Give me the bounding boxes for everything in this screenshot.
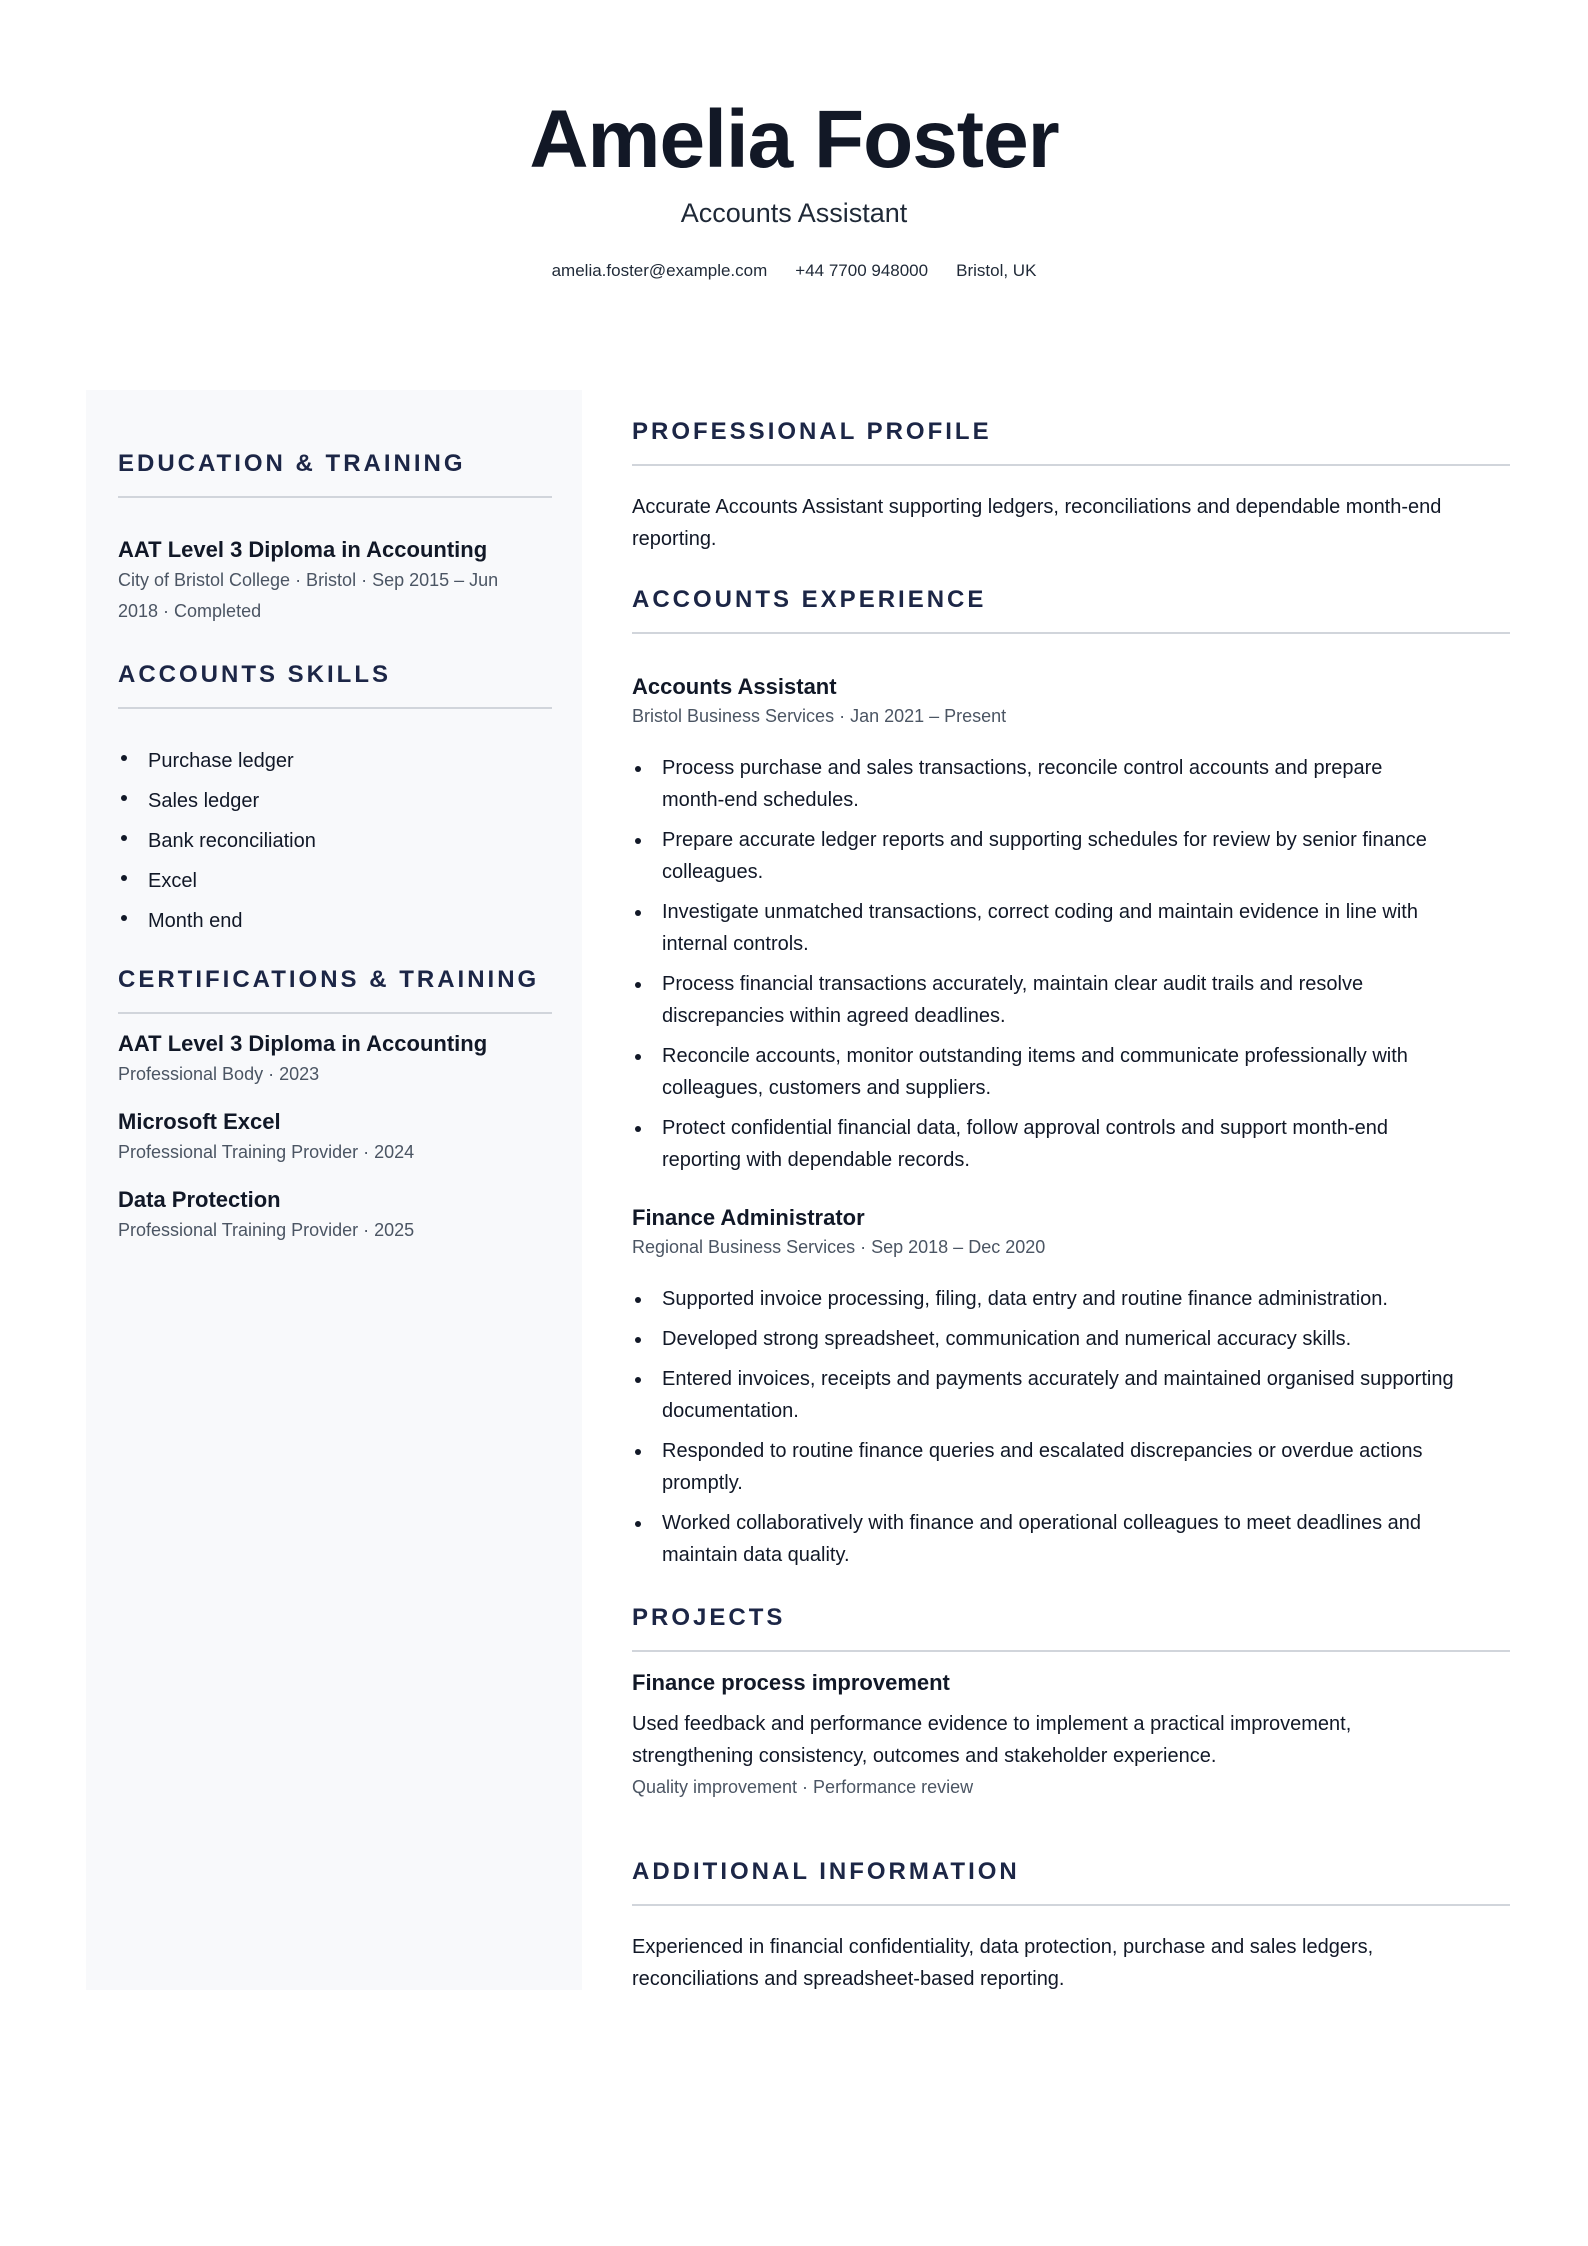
certifications-heading: CERTIFICATIONS & TRAINING xyxy=(118,966,540,993)
certification-title: AAT Level 3 Diploma in Accounting xyxy=(118,1031,488,1056)
certification-title: Data Protection xyxy=(118,1187,281,1212)
projects-heading: PROJECTS xyxy=(632,1604,786,1631)
certification-meta: Professional Body · 2023 xyxy=(118,1064,320,1084)
additional-divider xyxy=(632,1904,1510,1906)
education-meta-line1: City of Bristol College · Bristol · Sep 2015 – Jun xyxy=(118,570,499,590)
certification-meta: Professional Training Provider · 2025 xyxy=(118,1220,415,1240)
list-item: Developed strong spreadsheet, communication and numerical accuracy skills. xyxy=(632,1323,1522,1355)
list-item: Process purchase and sales transactions, reconcile control accounts and prepare month-end schedules. xyxy=(632,752,1522,816)
job-title: Finance Administrator xyxy=(632,1205,865,1230)
list-item: Reconcile accounts, monitor outstanding items and communicate professionally with colleagues, customers and suppliers. xyxy=(632,1040,1522,1104)
profile-line2: reporting. xyxy=(632,528,717,550)
list-item: Investigate unmatched transactions, correct coding and maintain evidence in line with internal controls. xyxy=(632,896,1522,960)
project-desc-line1: Used feedback and performance evidence to implement a practical improvement, xyxy=(632,1713,1352,1735)
job-bullets xyxy=(632,752,1522,1176)
certification-meta: Professional Training Provider · 2024 xyxy=(118,1142,415,1162)
list-item: Process financial transactions accurately, maintain clear audit trails and resolve discrepancies within agreed deadlines. xyxy=(632,968,1522,1032)
job-bullets xyxy=(632,1283,1522,1571)
list-item: Sales ledger xyxy=(118,781,552,821)
skills-divider xyxy=(118,707,552,709)
experience-divider xyxy=(632,632,1510,634)
list-item: Prepare accurate ledger reports and supporting schedules for review by senior finance colleagues. xyxy=(632,824,1522,888)
job-meta: Regional Business Services · Sep 2018 – Dec 2020 xyxy=(632,1237,1046,1257)
list-item: Worked collaboratively with finance and operational colleagues to meet deadlines and maintain data quality. xyxy=(632,1507,1522,1571)
projects-divider xyxy=(632,1650,1510,1652)
profile-line1: Accurate Accounts Assistant supporting ledgers, reconciliations and dependable month-end xyxy=(632,496,1442,518)
list-item: Month end xyxy=(118,901,552,941)
education-heading: EDUCATION & TRAINING xyxy=(118,450,466,477)
project-desc-line2: strengthening consistency, outcomes and stakeholder experience. xyxy=(632,1745,1217,1767)
list-item: Supported invoice processing, filing, data entry and routine finance administration. xyxy=(632,1283,1522,1315)
profile-heading: PROFESSIONAL PROFILE xyxy=(632,418,992,445)
project-title: Finance process improvement xyxy=(632,1670,950,1695)
list-item: Responded to routine finance queries and escalated discrepancies or overdue actions promptly. xyxy=(632,1435,1522,1499)
skills-list xyxy=(118,741,552,941)
contact-location: Bristol, UK xyxy=(956,261,1037,280)
list-item: Excel xyxy=(118,861,552,901)
contact-email[interactable]: amelia.foster@example.com xyxy=(551,261,768,280)
list-item: Entered invoices, receipts and payments accurately and maintained organised supporting documentation. xyxy=(632,1363,1522,1427)
certifications-divider xyxy=(118,1012,552,1014)
job-meta: Bristol Business Services · Jan 2021 – Present xyxy=(632,706,1007,726)
additional-line2: reconciliations and spreadsheet-based reporting. xyxy=(632,1968,1065,1990)
experience-heading: ACCOUNTS EXPERIENCE xyxy=(632,586,987,613)
contact-phone[interactable]: +44 7700 948000 xyxy=(795,261,929,280)
certification-title: Microsoft Excel xyxy=(118,1109,281,1134)
candidate-name: Amelia Foster xyxy=(529,94,1059,185)
project-meta: Quality improvement · Performance review xyxy=(632,1777,974,1797)
contact-line xyxy=(0,260,1588,282)
education-title: AAT Level 3 Diploma in Accounting xyxy=(118,537,488,562)
list-item: Protect confidential financial data, follow approval controls and support month-end reporting with dependable records. xyxy=(632,1112,1522,1176)
list-item: Bank reconciliation xyxy=(118,821,552,861)
profile-divider xyxy=(632,464,1510,466)
additional-line1: Experienced in financial confidentiality, data protection, purchase and sales ledgers, xyxy=(632,1936,1374,1958)
education-meta-line2: 2018 · Completed xyxy=(118,601,262,621)
education-divider xyxy=(118,496,552,498)
list-item: Purchase ledger xyxy=(118,741,552,781)
candidate-title: Accounts Assistant xyxy=(680,198,908,228)
additional-heading: ADDITIONAL INFORMATION xyxy=(632,1858,1020,1885)
job-title: Accounts Assistant xyxy=(632,674,837,699)
skills-heading: ACCOUNTS SKILLS xyxy=(118,661,391,688)
